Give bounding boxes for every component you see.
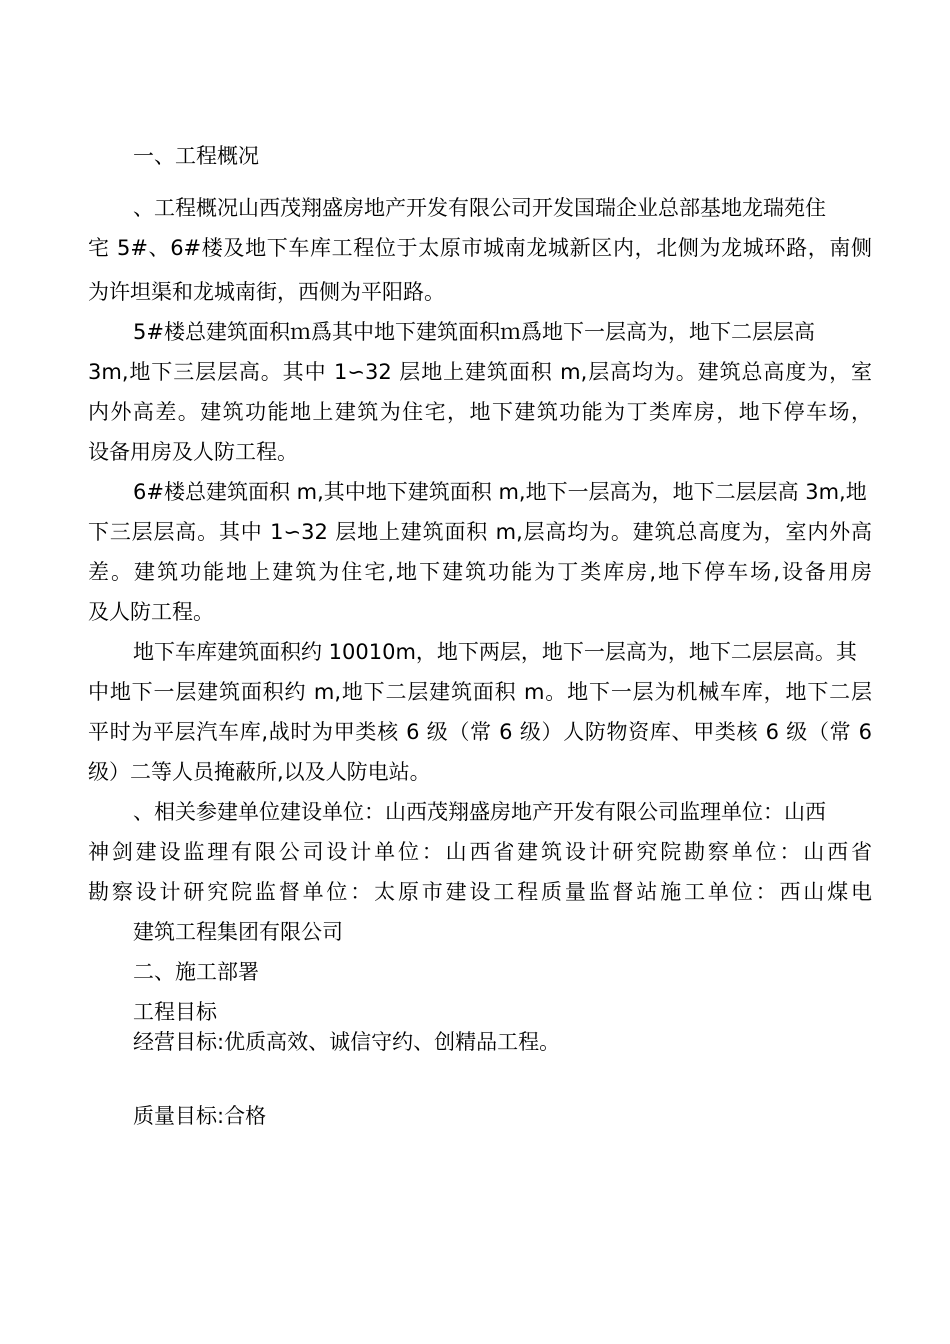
paragraph-line: 中地下一层建筑面积约 m,地下二层建筑面积 m。地下一层为机械车库，地下二层	[88, 680, 872, 704]
paragraph-line: 差。建筑功能地上建筑为住宅,地下建筑功能为丁类库房,地下停车场,设备用房	[88, 560, 872, 584]
subheading-project-goals: 工程目标	[133, 1000, 217, 1024]
paragraph-line: 、工程概况山西茂翔盛房地产开发有限公司开发国瑞企业总部基地龙瑞苑住	[133, 196, 826, 220]
section-heading-overview: 一、工程概况	[133, 144, 259, 168]
paragraph-line: 地下车库建筑面积约 10010m，地下两层，地下一层高为，地下二层层高。其	[133, 640, 857, 664]
paragraph-line: 设备用房及人防工程。	[88, 440, 298, 464]
paragraph-line: 5#楼总建筑面积ｍ爲其中地下建筑面积ｍ爲地下一层高为，地下二层层高	[133, 320, 815, 344]
paragraph-line: 内外高差。建筑功能地上建筑为住宅，地下建筑功能为丁类库房，地下停车场，	[88, 400, 872, 424]
paragraph-line: 3m,地下三层层高。其中 1∽32 层地上建筑面积 m,层高均为。建筑总高度为，室	[88, 360, 872, 384]
business-goal: 经营目标:优质高效、诚信守约、创精品工程。	[133, 1030, 561, 1054]
paragraph-line: 勘察设计研究院监督单位：太原市建设工程质量监督站施工单位：西山煤电	[88, 880, 872, 904]
quality-goal: 质量目标:合格	[133, 1104, 267, 1128]
paragraph-line: 神剑建设监理有限公司设计单位：山西省建筑设计研究院勘察单位：山西省	[88, 840, 872, 864]
paragraph-line: 平时为平层汽车库,战时为甲类核 6 级（常 6 级）人防物资库、甲类核 6 级（常 6	[88, 720, 872, 744]
paragraph-line: 、相关参建单位建设单位：山西茂翔盛房地产开发有限公司监理单位：山西	[133, 800, 826, 824]
paragraph-line: 及人防工程。	[88, 600, 214, 624]
paragraph-line: 为许坦渠和龙城南街，西侧为平阳路。	[88, 280, 445, 304]
paragraph-line: 宅 5#、6#楼及地下车库工程位于太原市城南龙城新区内，北侧为龙城环路，南侧	[88, 236, 872, 260]
section-heading-deployment: 二、施工部署	[133, 960, 259, 984]
paragraph-line: 级）二等人员掩蔽所,以及人防电站。	[88, 760, 431, 784]
paragraph-line: 6#楼总建筑面积 m,其中地下建筑面积 m,地下一层高为，地下二层层高 3m,地	[133, 480, 867, 504]
paragraph-line: 建筑工程集团有限公司	[133, 920, 343, 944]
paragraph-line: 下三层层高。其中 1∽32 层地上建筑面积 m,层高均为。建筑总高度为，室内外高	[88, 520, 872, 544]
